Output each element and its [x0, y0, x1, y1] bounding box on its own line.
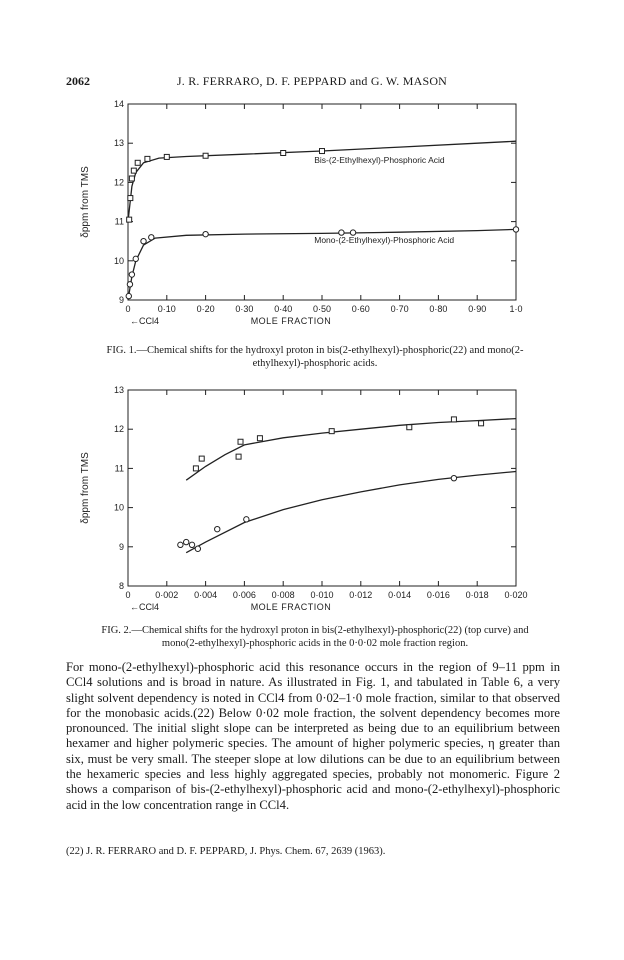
series-0-label: Bis-(2-Ethylhexyl)-Phosphoric Acid — [314, 154, 445, 165]
series-0-point — [135, 160, 140, 165]
x-tick-label: 0·014 — [388, 590, 412, 600]
x-tick-label: 0·016 — [426, 590, 450, 600]
y-tick-label: 13 — [113, 385, 124, 395]
page-number: 2062 — [66, 74, 90, 88]
series-1-point — [133, 256, 138, 261]
series-0-point — [257, 436, 262, 441]
y-tick-label: 12 — [113, 424, 124, 435]
x-tick-label: 0·50 — [312, 304, 332, 314]
x-axis-label: MOLE FRACTION — [250, 316, 332, 326]
series-1-point — [203, 231, 208, 236]
y-tick-label: 14 — [113, 99, 124, 109]
figure-2-chart — [60, 378, 540, 618]
x-tick-label: 0 — [125, 590, 131, 600]
series-1-point — [129, 272, 134, 277]
series-0-point — [479, 421, 484, 426]
series-1-point — [126, 293, 131, 298]
x-origin-label: ←CCl4 — [130, 602, 160, 612]
series-0-point — [145, 156, 150, 161]
x-tick-label: 0·012 — [349, 590, 373, 600]
figure-2-caption-text: —Chemical shifts for the hydroxyl proton in bis(2-ethylhexyl)-phosphoric(22) (top curve) and mono(2-ethylhexyl)-phosphoric acids in the 0·0·02 mole fraction region. — [131, 625, 529, 649]
y-tick-label: 9 — [118, 541, 124, 552]
series-0-point — [238, 439, 243, 444]
x-tick-label: 0·80 — [429, 304, 448, 314]
series-1-point — [184, 539, 189, 544]
series-1-label: Mono-(2-Ethylhexyl)-Phosphoric Acid — [314, 235, 455, 246]
series-0-point — [193, 466, 198, 471]
series-0-point — [281, 151, 286, 156]
series-0-point — [320, 149, 325, 154]
y-tick-label: 10 — [113, 255, 124, 266]
figure-1-chart — [60, 92, 540, 332]
x-tick-label: 0·70 — [390, 304, 409, 314]
series-1-point — [127, 282, 132, 287]
y-tick-label: 9 — [118, 295, 124, 305]
plot-frame — [128, 390, 516, 586]
x-tick-label: 0·30 — [235, 304, 254, 314]
x-tick-label: 0·60 — [351, 304, 370, 314]
x-origin-label: ←CCl4 — [130, 316, 160, 326]
series-1-point — [513, 227, 518, 232]
series-0-point — [131, 168, 136, 173]
x-tick-label: 0 — [125, 304, 131, 314]
series-1-point — [195, 546, 200, 551]
plot-frame — [128, 104, 516, 300]
y-tick-label: 13 — [113, 138, 124, 149]
series-1-point — [141, 239, 146, 244]
series-0-point — [451, 417, 456, 422]
series-0-point — [329, 429, 334, 434]
x-tick-label: 0·006 — [232, 590, 256, 600]
y-tick-label: 8 — [118, 581, 124, 591]
series-1-point — [149, 235, 154, 240]
series-0-point — [127, 217, 132, 222]
y-tick-label: 11 — [114, 463, 124, 474]
x-tick-label: 1·0 — [509, 304, 523, 314]
series-0-curve — [186, 419, 516, 481]
running-head: J. R. FERRARO, D. F. PEPPARD and G. W. MASON — [176, 74, 448, 88]
x-tick-label: 0·20 — [196, 304, 215, 314]
y-tick-label: 10 — [113, 502, 124, 513]
x-tick-label: 0·010 — [310, 590, 334, 600]
series-0-point — [407, 425, 412, 430]
y-axis-label: δppm from TMS — [80, 452, 91, 524]
body-paragraph: For mono-(2-ethylhexyl)-phosphoric acid this resonance occurs in the region of 9–11 ppm in CCl4 solutions and is broad in nature. As illustrated in Fig. 1, and tabulated in Table 6, a very slight solvent dependency is noted in CCl4 from 0·02–1·0 mole fraction, similar to that observed for the monobasic acids.(22) Below 0·02 mole fraction, the solvent dependency becomes more pronounced. The initial slight slope can be interpreted as being due to an equilibrium between hexamer and higher polymeric species. The amount of higher polymeric species, η greater than six, must be very small. The steeper slope at low dilutions can be due to an equilibrium between the hexameric species and less highly aggregated species, probably not monomeric. Figure 2 shows a comparison of bis-(2-ethylhexyl)-phosphoric acid and mono-(2-ethylhexyl)-phosphoric acid in the low concentration range in CCl4. — [66, 660, 560, 812]
figure-2-caption-label: FIG. 2. — [101, 625, 132, 636]
series-1-point — [244, 517, 249, 522]
x-tick-label: 0·002 — [155, 590, 179, 600]
x-tick-label: 0·020 — [504, 590, 528, 600]
page-header — [0, 0, 624, 90]
footnote: (22) J. R. FERRARO and D. F. PEPPARD, J. Phys. Chem. 67, 2639 (1963). — [66, 846, 386, 857]
figure-1-caption-text: —Chemical shifts for the hydroxyl proton in bis(2-ethylhexyl)-phosphoric(22) and mono(2-ethylhexyl)-phosphoric acids. — [136, 345, 524, 369]
x-tick-label: 0·10 — [157, 304, 176, 314]
figure-1-caption-label: FIG. 1. — [106, 345, 137, 356]
series-0-point — [129, 176, 134, 181]
series-1-point — [215, 526, 220, 531]
series-1-point — [178, 542, 183, 547]
x-axis-label: MOLE FRACTION — [250, 602, 332, 612]
series-0-point — [199, 456, 204, 461]
figure-1-caption — [100, 344, 530, 370]
x-tick-label: 0·90 — [468, 304, 487, 314]
series-1-curve — [186, 472, 516, 553]
x-tick-label: 0·008 — [271, 590, 295, 600]
series-0-point — [203, 153, 208, 158]
series-1-point — [451, 476, 456, 481]
x-tick-label: 0·004 — [194, 590, 218, 600]
y-axis-label: δppm from TMS — [80, 166, 91, 238]
y-tick-label: 11 — [114, 216, 124, 227]
y-tick-label: 12 — [113, 177, 124, 188]
series-0-point — [236, 454, 241, 459]
series-1-point — [189, 542, 194, 547]
series-0-point — [128, 196, 133, 201]
x-tick-label: 0·40 — [274, 304, 293, 314]
x-tick-label: 0·018 — [465, 590, 489, 600]
series-0-point — [164, 154, 169, 159]
figure-2-caption — [100, 624, 530, 650]
